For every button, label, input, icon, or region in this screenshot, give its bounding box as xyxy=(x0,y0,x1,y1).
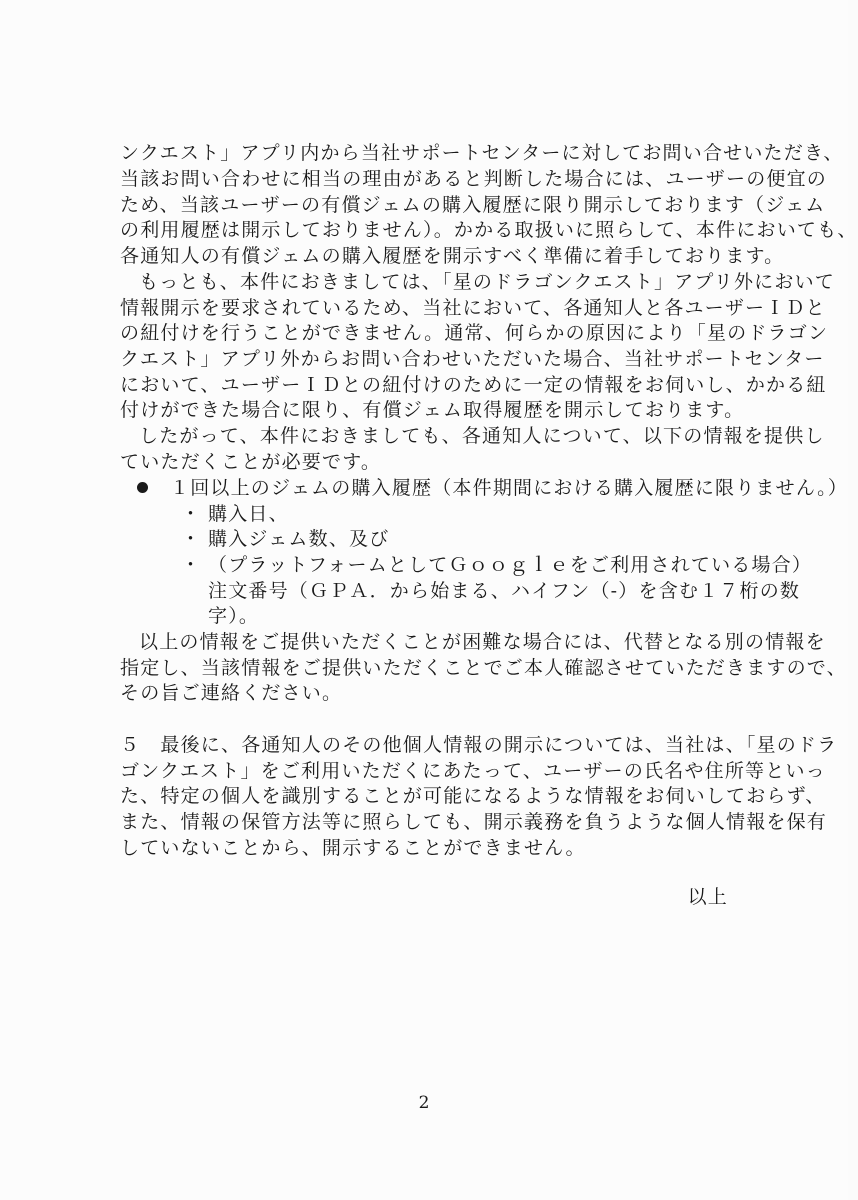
paragraph-2-line-2: 情報開示を要求されているため、当社において、各通知人と各ユーザーＩＤと xyxy=(120,297,826,319)
paragraph-1-line-1: ンクエスト」アプリ内から当社サポートセンターに対してお問い合せいただき、 xyxy=(120,142,844,164)
paragraph-3-line-1: したがって、本件におきましても、各通知人について、以下の情報を提供し xyxy=(139,425,825,447)
paragraph-1-line-2: 当該お問い合わせに相当の理由があると判断した場合には、ユーザーの便宜の xyxy=(120,168,828,190)
paragraph-1-line-5: 各通知人の有償ジェムの購入履歴を開示すべく準備に着手しております。 xyxy=(120,245,785,267)
section-5-line-3: た、特定の個人を識別することが可能になるような情報をお伺いしておらず、 xyxy=(120,785,826,807)
paragraph-2-line-4: クエスト」アプリ外からお問い合わせいただいた場合、当社サポートセンター xyxy=(120,348,825,370)
sub-item-1-text: 購入日、 xyxy=(208,503,289,525)
paragraph-2-line-3: の紐付けを行うことができません。通常、何らかの原因により「星のドラゴン xyxy=(120,322,829,344)
sub-item-3-text: （プラットフォームとしてＧｏｏｇｌｅをご利用されている場合） xyxy=(208,554,813,576)
section-5-line-5: していないことから、開示することができません。 xyxy=(120,837,586,859)
paragraph-1-line-4: の利用履歴は開示しておりません）。かかる取扱いに照らして、本件においても、 xyxy=(120,219,858,241)
section-5-line-1: ５ 最後に、各通知人のその他個人情報の開示については、当社は、「星のドラ xyxy=(120,734,838,756)
paragraph-3-line-2: ていただくことが必要です。 xyxy=(120,451,382,473)
bullet-icon xyxy=(137,482,148,493)
section-5-line-2: ゴンクエスト」をご利用いただくにあたって、ユーザーの氏名や住所等といっ xyxy=(120,760,826,782)
bullet-text: １回以上のジェムの購入履歴（本件期間における購入履歴に限りません。） xyxy=(170,477,849,499)
closing-text: 以上 xyxy=(687,886,728,908)
sub-item-1-marker: ・ xyxy=(181,503,201,525)
paragraph-4-line-2: 指定し、当該情報をご提供いただくことでご本人確認させていただきますので、 xyxy=(120,657,847,679)
page-number: 2 xyxy=(418,1093,430,1113)
sub-item-3-cont-line-2: 字）。 xyxy=(208,605,260,627)
sub-item-2-marker: ・ xyxy=(181,528,201,550)
section-5-line-4: また、情報の保管方法等に照らしても、開示義務を負うような個人情報を保有 xyxy=(120,811,828,833)
paragraph-4-line-3: その旨ご連絡ください。 xyxy=(120,682,343,704)
paragraph-4-line-1: 以上の情報をご提供いただくことが困難な場合には、代替となる別の情報を xyxy=(139,631,826,653)
paragraph-2-line-5: において、ユーザーＩＤとの紐付けのために一定の情報をお伺いし、かかる紐 xyxy=(120,374,827,396)
paragraph-2-line-1: もっとも、本件におきましては、「星のドラゴンクエスト」アプリ外において xyxy=(139,271,835,293)
paragraph-2-line-6: 付けができた場合に限り、有償ジェム取得履歴を開示しております。 xyxy=(120,399,745,421)
sub-item-2-text: 購入ジェム数、及び xyxy=(208,528,390,550)
sub-item-3-cont-line-1: 注文番号（ＧＰＡ．から始まる、ハイフン（-）を含む１７桁の数 xyxy=(208,580,801,602)
paragraph-1-line-3: ため、当該ユーザーの有償ジェムの購入履歴に限り開示しております（ジェム xyxy=(120,194,826,216)
sub-item-3-marker: ・ xyxy=(181,554,201,576)
